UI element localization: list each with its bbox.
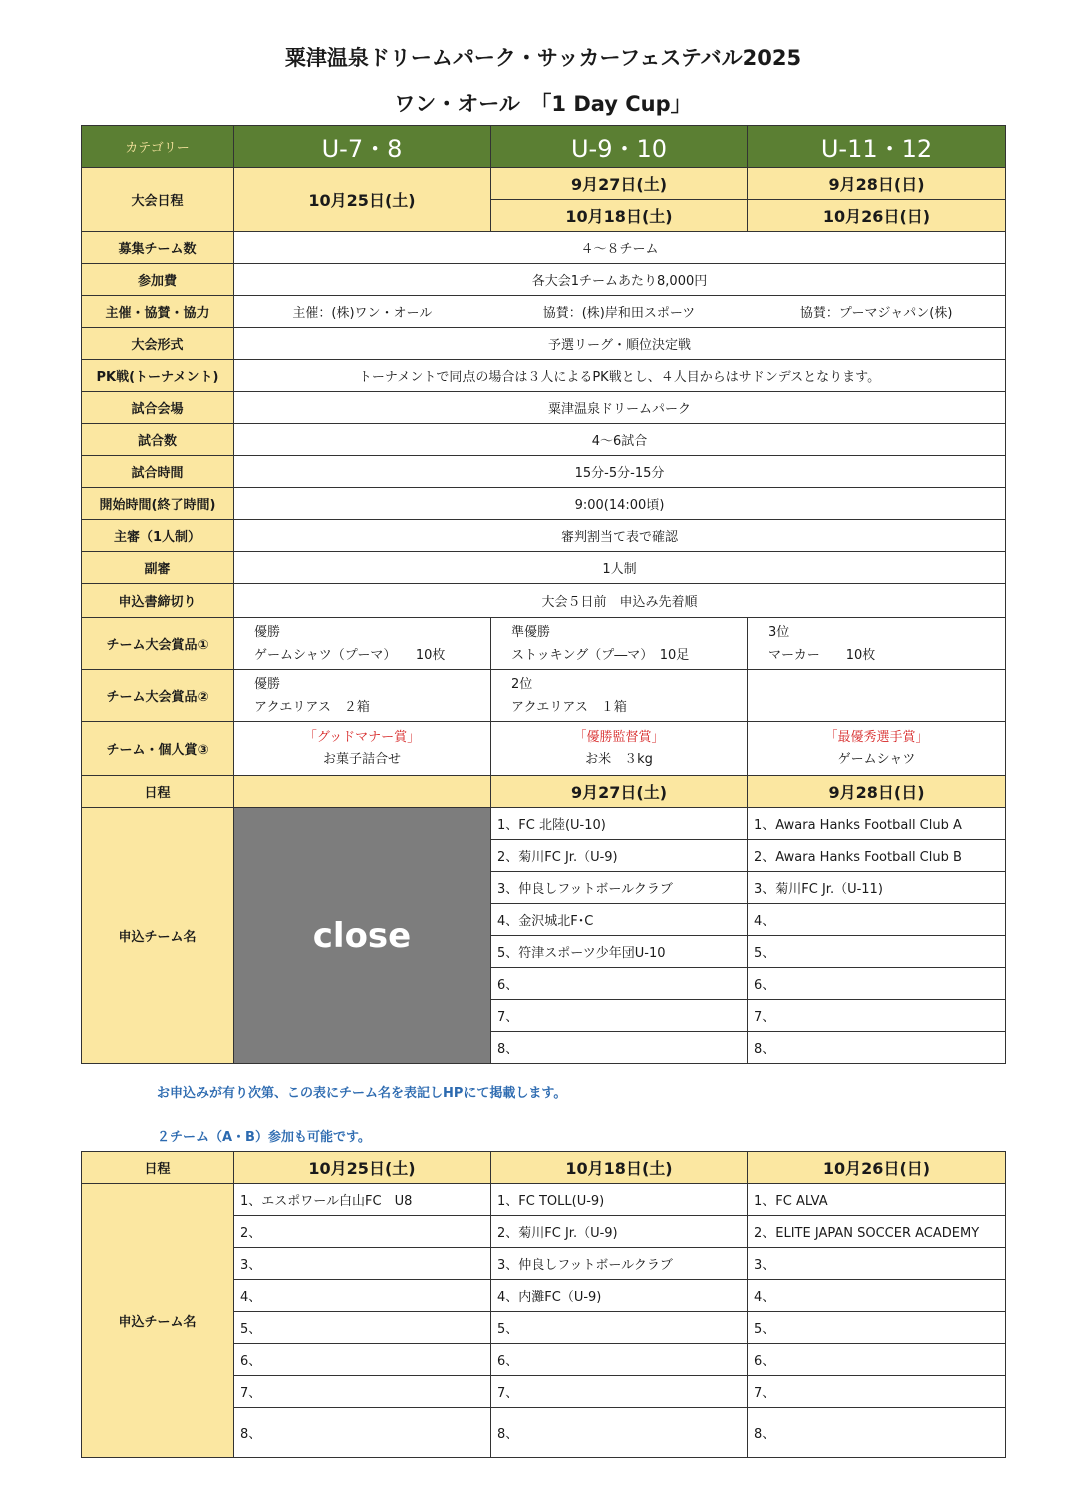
format-value: 予選リーグ・順位決定戦 [234,328,1006,360]
prize1-row [82,618,1006,670]
deadline-label: 申込書締切り [82,584,234,618]
list-item: 3、 [748,1248,1006,1280]
date-u910-2: 10月18日(土) [491,200,748,232]
prize2-col1: 優勝 アクエリアス ２箱 [234,670,491,722]
schedule2-label: 日程 [82,1152,234,1184]
list-item: 6、 [748,1344,1006,1376]
document-subtitle: ワン・オール 「1 Day Cup」 [394,92,692,116]
prize3-col1: 「グッドマナー賞」 お菓子詰合せ [234,722,491,776]
deadline-row [82,584,1006,618]
prize3-row [82,722,1006,776]
format-label: 大会形式 [82,328,234,360]
referee-value: 審判割当て表で確認 [234,520,1006,552]
category-u78: U-7・8 [234,126,491,168]
list-item: 5、 [234,1312,491,1344]
list-item: 7、 [491,1000,748,1032]
start-value: 9:00(14:00頃) [234,488,1006,520]
list-item: 2、菊川FC Jr.（U-9) [491,840,748,872]
schedule1-team-label: 申込チーム名 [82,808,234,1064]
venue-row [82,392,1006,424]
list-item: 7、 [748,1000,1006,1032]
list-item: 1、エスポワール白山FC U8 [234,1184,491,1216]
list-item: 5、 [748,1312,1006,1344]
list-item: 4、 [234,1280,491,1312]
list-item: 4、 [748,1280,1006,1312]
prize2-col2: 2位 アクエリアス １箱 [491,670,748,722]
fee-label: 参加費 [82,264,234,296]
list-item: 5、符津スポーツ少年団U-10 [491,936,748,968]
referee-label: 主審（1人制） [82,520,234,552]
list-item: 3、菊川FC Jr.（U-11) [748,872,1006,904]
start-row [82,488,1006,520]
main-table [81,125,1006,1064]
list-item: 2、ELITE JAPAN SOCCER ACADEMY [748,1216,1006,1248]
assistant-row [82,552,1006,584]
list-item: 8、 [748,1408,1006,1458]
note-two-teams: ２チーム（A・B）参加も可能です。 [157,1130,371,1145]
time-label: 試合時間 [82,456,234,488]
prize1-col1: 優勝 ゲームシャツ（プーマ） 10枚 [234,618,491,670]
host-row [82,296,1006,328]
list-item: 1、FC TOLL(U-9) [491,1184,748,1216]
assistant-value: 1人制 [234,552,1006,584]
schedule1-label: 日程 [82,776,234,808]
prize3-col3: 「最優秀選手賞」 ゲームシャツ [748,722,1006,776]
list-item: 6、 [748,968,1006,1000]
pk-label: PK戦(トーナメント) [82,360,234,392]
prize3-label: チーム・個人賞③ [82,722,234,776]
schedule1-date-col3: 9月28日(日) [748,776,1006,808]
host-organizer: 主催：(株)ワン・オール [292,306,433,321]
list-item: 4、 [748,904,1006,936]
host-sponsor-1: 協賛：(株)岸和田スポーツ [542,306,696,321]
date-u1112-1: 9月28日(日) [748,168,1006,200]
referee-row [82,520,1006,552]
list-item: 5、 [491,1312,748,1344]
list-item: 4、金沢城北F･C [491,904,748,936]
list-item: 3、 [234,1248,491,1280]
list-item: 4、内灘FC（U-9) [491,1280,748,1312]
venue-value: 粟津温泉ドリームパーク [234,392,1006,424]
recruit-label: 募集チーム数 [82,232,234,264]
list-item: 2、 [234,1216,491,1248]
prize1-label: チーム大会賞品① [82,618,234,670]
prize3-col2: 「優勝監督賞」 お米 ３kg [491,722,748,776]
list-item: 7、 [234,1376,491,1408]
list-item: 6、 [234,1344,491,1376]
games-value: 4～6試合 [234,424,1006,456]
schedule1-date-col1 [234,776,491,808]
schedule1-date-col2: 9月27日(土) [491,776,748,808]
list-item: 2、Awara Hanks Football Club B [748,840,1006,872]
document-title: 粟津温泉ドリームパーク・サッカーフェステバル2025 [284,46,802,70]
format-row [82,328,1006,360]
time-row [82,456,1006,488]
prize2-col3 [748,670,1006,722]
list-item: 3、仲良しフットボールクラブ [491,872,748,904]
prize2-row [82,670,1006,722]
second-schedule-table [81,1151,1006,1458]
time-value: 15分-5分-15分 [234,456,1006,488]
date-u910-1: 9月27日(土) [491,168,748,200]
list-item: 6、 [491,1344,748,1376]
games-row [82,424,1006,456]
dates-label: 大会日程 [82,168,234,232]
table-row [82,808,1006,840]
pk-row [82,360,1006,392]
schedule2-date-col3: 10月26日(日) [748,1152,1006,1184]
host-sponsor-2: 協賛：プーマジャパン(株) [799,306,953,321]
list-item: 1、FC ALVA [748,1184,1006,1216]
category-u910: U-9・10 [491,126,748,168]
prize1-col2: 準優勝 ストッキング（プ―マ） 10足 [491,618,748,670]
pk-value: トーナメントで同点の場合は３人によるPK戦とし、４人目からはサドンデスとなります。 [234,360,1006,392]
host-values [234,296,1006,328]
venue-label: 試合会場 [82,392,234,424]
assistant-label: 副審 [82,552,234,584]
schedule2-date-col1: 10月25日(土) [234,1152,491,1184]
schedule1-header-row [82,776,1006,808]
list-item: 8、 [491,1032,748,1064]
close-block: close [234,808,491,1064]
dates-row [82,168,1006,200]
start-label: 開始時間(終了時間) [82,488,234,520]
category-u1112: U-11・12 [748,126,1006,168]
prize2-label: チーム大会賞品② [82,670,234,722]
list-item: 2、菊川FC Jr.（U-9) [491,1216,748,1248]
category-label: カテゴリー [82,126,234,168]
list-item: 3、仲良しフットボールクラブ [491,1248,748,1280]
list-item: 6、 [491,968,748,1000]
date-u78: 10月25日(土) [234,168,491,232]
fee-value: 各大会1チームあたり8,000円 [234,264,1006,296]
prize1-col3: 3位 マーカー 10枚 [748,618,1006,670]
date-u1112-2: 10月26日(日) [748,200,1006,232]
deadline-value: 大会５日前 申込み先着順 [234,584,1006,618]
fee-row [82,264,1006,296]
list-item: 1、FC 北陸(U-10) [491,808,748,840]
list-item: 7、 [748,1376,1006,1408]
list-item: 8、 [234,1408,491,1458]
list-item: 8、 [748,1032,1006,1064]
host-label: 主催・協賛・協力 [82,296,234,328]
schedule2-team-label: 申込チーム名 [82,1184,234,1458]
list-item: 8、 [491,1408,748,1458]
recruit-value: ４～８チーム [234,232,1006,264]
category-row [82,126,1006,168]
list-item: 5、 [748,936,1006,968]
list-item: 7、 [491,1376,748,1408]
table-row [82,1184,1006,1216]
note-publication: お申込みが有り次第、この表にチーム名を表記しHPにて掲載します。 [157,1086,567,1101]
schedule2-date-col2: 10月18日(土) [491,1152,748,1184]
list-item: 1、Awara Hanks Football Club A [748,808,1006,840]
schedule2-header-row [82,1152,1006,1184]
recruit-row [82,232,1006,264]
games-label: 試合数 [82,424,234,456]
